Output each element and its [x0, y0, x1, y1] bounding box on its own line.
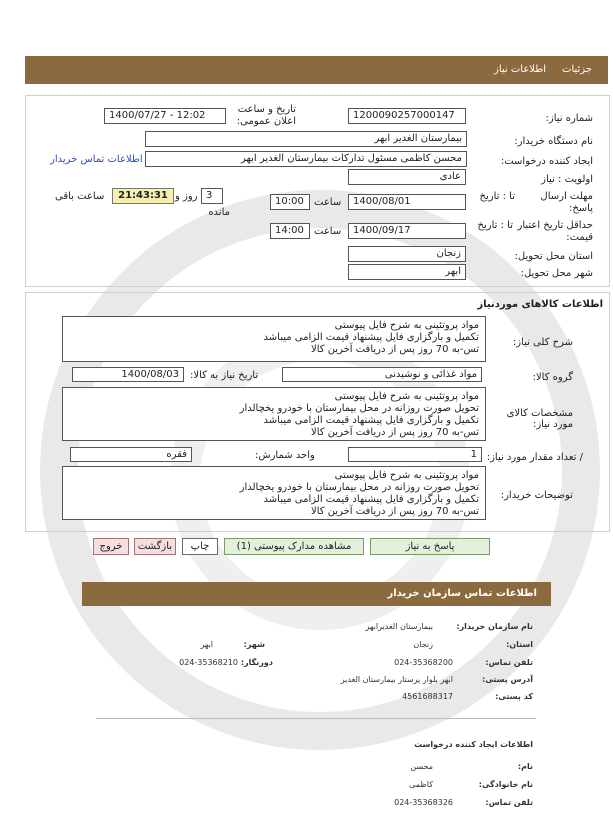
back-button[interactable]: بازگشت [134, 538, 176, 555]
priority-label: اولویت : نیاز [541, 174, 593, 185]
deadline-time-label: ساعت [314, 197, 342, 208]
province-field: زنجان [348, 246, 466, 262]
announce-label: تاریخ و ساعت اعلان عمومی: [236, 104, 296, 127]
top-header-bar [25, 56, 608, 84]
print-button[interactable]: چاپ [182, 538, 218, 555]
need-number-label: شماره نیاز: [545, 113, 593, 124]
province-label: استان محل تحویل: [514, 251, 593, 262]
contact-fax-value: 024-35368210 [179, 658, 238, 667]
priority-field: عادی [348, 169, 466, 185]
contact-title: اطلاعات تماس سازمان خریدار [387, 588, 537, 599]
contact-province-value: زنجان [413, 640, 433, 649]
spec-field: مواد پروتئینی به شرح فایل پیوستی تحویل صورت روزانه در محل بیمارستان با خودرو یخچالدار تکمیل و بارگزاری فایل پیشنهاد قیمت الزامی میباشد تس-به 70 روز پس از دریافت آخرین کالا [62, 387, 486, 441]
validity-to-date-label: تا : تاریخ [477, 220, 513, 231]
buyer-field: بیمارستان الغدیر ابهر [145, 131, 467, 147]
deadline-time-field: 10:00 [270, 194, 310, 210]
creator-info-title: اطلاعات ایجاد کننده درخواست [414, 740, 533, 749]
attachments-button[interactable]: مشاهده مدارک پیوستی (1) [224, 538, 364, 555]
validity-date-field: 1400/09/17 [348, 223, 466, 239]
unit-label: واحد شمارش: [255, 450, 315, 461]
contact-fax-label: دورنگار: [240, 658, 273, 667]
summary-label: شرح کلی نیاز: [512, 337, 573, 348]
first-name-label: نام: [517, 762, 533, 771]
postal-value: 4561688317 [402, 692, 453, 701]
first-name-value: محسن [410, 762, 433, 771]
buyer-contact-link[interactable]: اطلاعات تماس خریدار [50, 154, 143, 165]
contact-section-header [82, 582, 551, 606]
qty-field: 1 [348, 447, 482, 462]
creator-field: محسن کاظمی مسئول تدارکات بیمارستان الغدیر ابهر [145, 151, 467, 167]
last-name-label: نام خانوادگی: [478, 780, 533, 789]
contact-divider [96, 718, 536, 719]
validity-label: حداقل تاریخ اعتبار قیمت: [517, 220, 593, 243]
contact-city-value: ابهر [200, 640, 213, 649]
unit-field: فقره [70, 447, 192, 462]
contact-phone-label: تلفن تماس: [485, 658, 533, 667]
exit-button[interactable]: خروج [93, 538, 129, 555]
remaining-days-field: 3 [201, 188, 223, 204]
deadline-date-field: 1400/08/01 [348, 194, 466, 210]
summary-field: مواد پروتئینی به شرح فایل پیوستی تکمیل و بارگزاری فایل پیشنهاد قیمت الزامی میباشد تس-به 70 روز پس از دریافت آخرین کالا [62, 316, 486, 362]
group-field: مواد غذائی و نوشیدنی [282, 367, 482, 382]
remaining-time-clock: 21:43:31 [112, 188, 174, 204]
org-name-label: نام سازمان خریدار: [456, 622, 533, 631]
tab-details[interactable]: جزئیات [562, 64, 592, 75]
buyer-label: نام دستگاه خریدار: [514, 136, 593, 147]
tab-need-info[interactable]: اطلاعات نیاز [494, 64, 546, 75]
remaining-label-suffix: مانده [208, 207, 230, 218]
remaining-label: ساعت باقی [55, 191, 105, 202]
validity-time-field: 14:00 [270, 223, 310, 239]
reply-button[interactable]: پاسخ به نیاز [370, 538, 490, 555]
group-label: گروه کالا: [532, 372, 573, 383]
org-name-value: بیمارستان الغدیرابهر [365, 622, 433, 631]
city-label: شهر محل تحویل: [520, 268, 593, 279]
deadline-label: مهلت ارسال پاسخ: [540, 191, 593, 214]
need-date-label: تاریخ نیاز به کالا: [190, 370, 259, 381]
contact-phone-value: 024-35368200 [394, 658, 453, 667]
need-date-field: 1400/08/03 [72, 367, 184, 382]
creator-label: ایجاد کننده درخواست: [500, 156, 593, 167]
last-name-value: کاظمی [409, 780, 433, 789]
goods-title: اطلاعات کالاهای موردنیاز [477, 299, 603, 310]
deadline-to-date-label: تا : تاریخ [479, 191, 515, 202]
need-number-field: 1200090257000147 [348, 108, 466, 124]
city-field: ابهر [348, 264, 466, 280]
contact-province-label: استان: [506, 640, 533, 649]
postal-label: کد پستی: [495, 692, 533, 701]
spec-label: مشخصات کالای مورد نیاز: [506, 408, 573, 430]
address-value: ابهر بلوار پرستار بیمارستان الغدیر [340, 675, 453, 684]
announce-datetime-field: 1400/07/27 - 12:02 [104, 108, 226, 124]
days-label: روز و [175, 191, 198, 202]
creator-phone-label: تلفن تماس: [485, 798, 533, 807]
buyer-notes-field: مواد پروتئینی به شرح فایل پیوستی تحویل صورت روزانه در محل بیمارستان با خودرو یخچالدار تکمیل و بارگزاری فایل پیشنهاد قیمت الزامی میباشد تس-به 70 روز پس از دریافت آخرین کالا [62, 466, 486, 520]
buyer-notes-label: توضیحات خریدار: [500, 490, 573, 501]
qty-label: / تعداد مقدار مورد نیاز: [486, 452, 583, 463]
creator-phone-value: 024-35368326 [394, 798, 453, 807]
contact-city-label: شهر: [243, 640, 265, 649]
validity-time-label: ساعت [314, 226, 342, 237]
address-label: آدرس پستی: [482, 675, 533, 684]
